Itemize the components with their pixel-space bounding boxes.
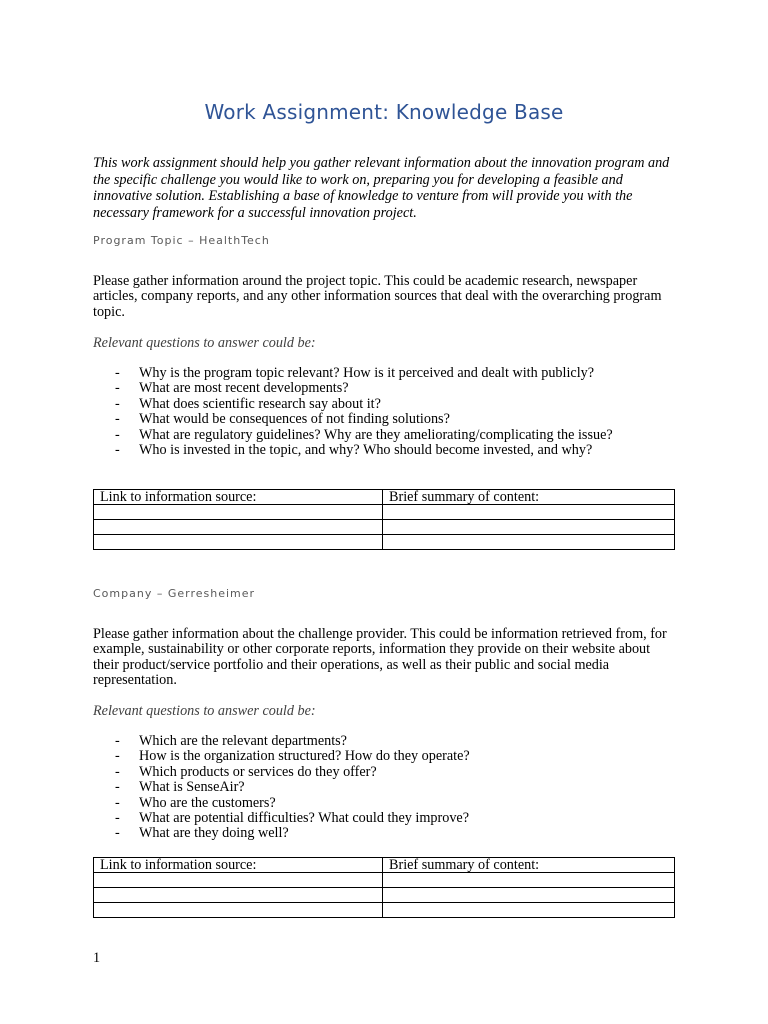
bullet-dash: - (115, 395, 120, 412)
table-cell[interactable] (383, 505, 675, 520)
table-cell[interactable] (383, 520, 675, 535)
bullet-dash: - (115, 825, 120, 842)
bullet-dash: - (115, 810, 120, 827)
question-text: What are they doing well? (139, 825, 289, 842)
table-cell[interactable] (94, 903, 383, 918)
table-cell[interactable] (94, 888, 383, 903)
section-heading-company: Company – Gerresheimer (93, 587, 256, 600)
table-header-row (94, 490, 675, 505)
table-row (94, 535, 675, 550)
question-text: How is the organization structured? How do they operate? (139, 748, 470, 765)
column-header-link: Link to information source: (94, 490, 383, 505)
table-cell[interactable] (94, 873, 383, 888)
question-text: Which are the relevant departments? (139, 733, 347, 749)
list-item (93, 734, 470, 749)
question-text: Who is invested in the topic, and why? Who should become invested, and why? (139, 442, 593, 459)
table-cell[interactable] (383, 873, 675, 888)
section-paragraph-program-topic: Please gather information around the project topic. This could be academic research, newspaper articles, company reports, and any other information sources that deal with the overarching program topic. (93, 273, 662, 320)
bullet-dash: - (115, 411, 120, 428)
bullet-dash: - (115, 426, 120, 443)
question-text: What are potential difficulties? What could they improve? (139, 810, 470, 827)
question-text: What would be consequences of not finding solutions? (139, 411, 450, 428)
list-item (93, 780, 470, 795)
question-text: Why is the program topic relevant? How is it perceived and dealt with publicly? (139, 365, 595, 381)
questions-label-company: Relevant questions to answer could be: (93, 703, 316, 719)
table-cell[interactable] (94, 520, 383, 535)
document-title: Work Assignment: Knowledge Base (204, 100, 564, 124)
table-row (94, 888, 675, 903)
table-row (94, 873, 675, 888)
source-table-company (93, 857, 675, 918)
question-text: What is SenseAir? (139, 779, 245, 796)
table-row (94, 903, 675, 918)
question-list-company (93, 734, 470, 842)
column-header-link: Link to information source: (94, 858, 383, 873)
table-row (94, 520, 675, 535)
bullet-dash: - (115, 380, 120, 397)
list-item (93, 811, 470, 826)
bullet-dash: - (115, 794, 120, 811)
question-text: What are regulatory guidelines? Why are they ameliorating/complicating the issue? (139, 426, 613, 443)
bullet-dash: - (115, 748, 120, 765)
bullet-dash: - (115, 442, 120, 459)
bullet-dash: - (115, 779, 120, 796)
list-item (93, 397, 613, 412)
section-paragraph-company: Please gather information about the challenge provider. This could be information retrieved from, for example, sustainability or other corporate reports, information they provide on their website about their product/service portfolio and their operations, as well as their public and social media representation. (93, 626, 667, 689)
table-cell[interactable] (383, 903, 675, 918)
table-cell[interactable] (383, 888, 675, 903)
list-item (93, 796, 470, 811)
bullet-dash: - (115, 763, 120, 780)
table-header-row (94, 858, 675, 873)
list-item (93, 366, 613, 381)
source-table-program-topic (93, 489, 675, 550)
table-cell[interactable] (94, 535, 383, 550)
column-header-summary: Brief summary of content: (383, 858, 675, 873)
list-item (93, 381, 613, 396)
list-item (93, 428, 613, 443)
section-heading-program-topic: Program Topic – HealthTech (93, 234, 270, 247)
question-text: What are most recent developments? (139, 380, 349, 397)
list-item (93, 443, 613, 458)
question-text: Which products or services do they offer? (139, 763, 377, 780)
list-item (93, 749, 470, 764)
table-cell[interactable] (94, 505, 383, 520)
list-item (93, 412, 613, 427)
page-number: 1 (93, 950, 101, 966)
bullet-dash: - (115, 733, 120, 749)
question-list-program-topic (93, 366, 613, 458)
column-header-summary: Brief summary of content: (383, 490, 675, 505)
questions-label-program-topic: Relevant questions to answer could be: (93, 335, 316, 351)
bullet-dash: - (115, 365, 120, 381)
question-text: What does scientific research say about it? (139, 395, 381, 412)
intro-paragraph: This work assignment should help you gather relevant information about the innovation program and the specific challenge you would like to work on, preparing you for developing a feasible and innovative solution. Establishing a base of knowledge to venture from will provide you with the necessary framework for a successful innovation project. (93, 155, 670, 221)
list-item (93, 765, 470, 780)
table-row (94, 505, 675, 520)
list-item (93, 826, 470, 841)
table-cell[interactable] (383, 535, 675, 550)
question-text: Who are the customers? (139, 794, 276, 811)
